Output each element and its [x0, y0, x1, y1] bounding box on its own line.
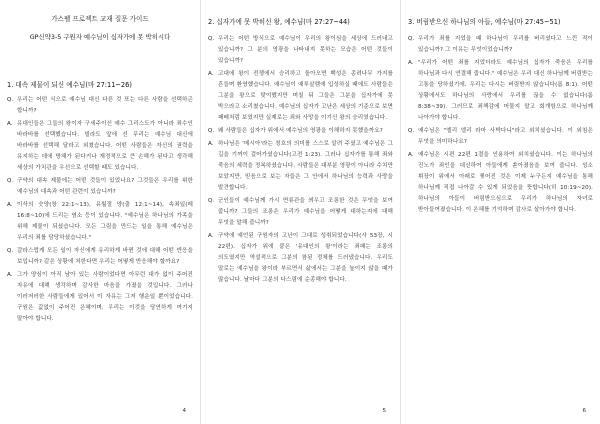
question-text: 구약의 대속 제물에는 어떤 것들이 있었나요? 그것들은 우리를 위한 예수님의 대속과 어떤 관련이 있습니까? — [17, 178, 193, 195]
question-text: 우리는 어떤 방식으로 예수님이 우리의 왕이심을 세상에 드러내고 있습니까? 그 분의 영광을 나타내지 못하는 모습은 어떤 것들이 있습니까? — [218, 36, 393, 64]
page-number: 5 — [382, 408, 386, 414]
question-block — [408, 34, 593, 56]
answer-block — [208, 69, 393, 124]
a-label: A. — [7, 272, 13, 278]
answer-text: 유대인들은 그들의 왕이자 구세주이신 예수 그리스도가 아니라 죄수인 바라바를 선택했습니다. 빌라도 앞에 선 무리는 예수님 대신에 바라바를 선택해 달라고 외쳤습니다. 어떤 사람들은 자신의 권력을 유지하는 데에 방해가 된다거나 재정적으로 큰 손해가 된다고 생각해 세상의 가치관을 우선으로 선택할 때도 있습니다. — [17, 121, 193, 171]
q-label: Q. — [408, 36, 415, 42]
answer-block — [7, 270, 193, 325]
question-text: 우리가 죄를 지었을 때 하나님이 우리를 버리셨다고 느낀 적이 있습니까? 그 이유는 무엇이었습니까? — [418, 36, 593, 53]
answer-block — [208, 231, 393, 286]
answer-block — [7, 119, 193, 174]
question-text: 우리는 어떤 식으로 예수님 대신 다른 것 또는 다른 사람을 선택하곤 합니까? — [17, 97, 193, 114]
a-label: A. — [408, 60, 414, 66]
page-5 — [200, 0, 400, 424]
a-label: A. — [7, 202, 13, 208]
question-block — [208, 126, 393, 137]
q-label: Q. — [7, 97, 14, 103]
a-label: A. — [7, 121, 13, 127]
question-text: 왜 사람들은 십자가 위에서 예수님의 영광을 이해하지 못했을까요? — [218, 128, 383, 134]
answer-block — [208, 139, 393, 194]
a-label: A. — [208, 71, 214, 77]
answer-text: 고대에 왕이 전쟁에서 승리하고 돌아오면 백성은 종려나무 가지를 흔들며 환영했습니다. 예수님이 예루살렘에 입성하실 때에도 사람들은 그분을 왕으로 맞이했지만 며칠 뒤 그들은 그분을 십자가에 못 박으라고 소리쳤습니다. 예수님의 십자가 고난은 세상의 기준으로 보면 패배처럼 보였지만 실제로는 죄와 사망을 이기신 왕의 승리였습니다. — [218, 71, 393, 121]
page-4 — [0, 0, 200, 424]
q-label: Q. — [208, 198, 215, 204]
a-label: A. — [208, 233, 214, 239]
question-block — [408, 126, 593, 148]
a-label: A. — [408, 152, 414, 158]
answer-text: "우리가 어떤 죄를 지었더라도 예수님의 십자가 죽음은 우리를 하나님과 다시 연결해 줍니다." 예수님은 우리 대신 하나님께 버림받는 고통을 당하셨기에, 우리는 다시는 버림받지 않습니다(롬 8:1). 어떤 상황에서도 하나님의 사랑에서 우리를 끊을 수 없습니다(롬 8:38~39). 그러므로 죄책감에 머물지 말고 회개함으로 하나님께 나아가야 합니다. — [418, 60, 593, 121]
question-text: 군인들이 예수님께 가시 면류관을 씌우고 조롱한 것은 무엇을 보여 줍니까? 그들의 조롱은 우리가 예수님을 어떻게 대하는지에 대해 무엇을 말해 줍니까? — [218, 198, 393, 226]
answer-text: 그가 양심이 아직 남아 있는 사람이었다면 아무런 대가 없이 주어진 자유에 대해 생각하며 감사한 마음을 가졌을 것입니다. 그러나 이러저러한 사람들에게 있어서 이 자유는 그저 행운일 뿐이었습니다. 구원은 값없이 주어진 은혜이며, 우리는 이것을 당연하게 여기지 말아야 합니다. — [17, 272, 193, 322]
question-block — [7, 176, 193, 198]
page-6 — [400, 0, 600, 424]
q-label: Q. — [7, 178, 14, 184]
page-number: 4 — [182, 408, 186, 414]
course-title: GP신약3-5 구원자 예수님이 십자가에 못 박히시다 — [29, 33, 171, 41]
answer-text: 이삭의 숫양(창 22:1~13), 유월절 양(출 12:1~14), 속죄일(레 16:8~10)에 드리는 염소 등이 있습니다. "예수님은 하나님의 가족을 위해 제물이 되셨습니다. 모든 그림을 만드는 일을 통해 예수님은 우리의 죄를 담당하셨습니다." — [17, 202, 193, 241]
question-text: 갈라스럽게 모든 일이 자신에게 유리하게 바뀐 것에 대해 어떤 반응을 보입니까? 같은 상황에 처한다면 우리는 어떻게 반응해야 할까요? — [17, 248, 193, 265]
answer-text: 예수님은 시편 22편 1절을 인용하여 외치셨습니다. 이는 하나님의 진노가 죄인을 대신하여 아들에게 쏟아졌음을 보여 줍니다. 성소 휘장이 위에서 아래로 찢어진 것은 이제 누구든지 예수님을 통해 하나님께 직접 나아갈 수 있게 되었음을 뜻합니다(히 10:19~20). 하나님의 아들이 버림받으심으로 우리가 하나님의 자녀로 받아들여졌습니다. 이 은혜를 기억하며 감사로 살아가야 합니다. — [418, 152, 593, 213]
q-label: Q. — [208, 36, 215, 42]
answer-text: 구약에 예언된 구원자의 고난이 그대로 성취되었습니다(사 53장, 시 22편). 십자가 위에 붙은 '유대인의 왕'이라는 죄패는 조롱의 의도였지만 역설적으로 그분의 참된 정체를 드러냈습니다. 우리도 말로는 예수님을 왕이라 부르면서 삶에서는 그분을 높이지 않을 때가 많습니다. 날마다 그분의 다스림에 순종해야 합니다. — [218, 233, 393, 283]
answer-block — [7, 200, 193, 244]
a-label: A. — [208, 141, 214, 147]
section-heading: 1. 대속 제물이 되신 예수님(마 27:11~26) — [7, 81, 132, 89]
question-block — [208, 34, 393, 67]
question-block — [7, 246, 193, 268]
section-heading: 2. 십자가에 못 박히신 왕, 예수님(마 27:27~44) — [208, 18, 350, 26]
q-label: Q. — [208, 128, 215, 134]
q-label: Q. — [7, 248, 14, 254]
answer-block — [408, 58, 593, 124]
section-heading: 3. 버림받으신 하나님의 아들, 예수님(마 27:45~51) — [408, 18, 561, 26]
question-block — [208, 196, 393, 229]
question-block — [7, 95, 193, 117]
answer-block — [408, 150, 593, 216]
question-text: 예수님은 "엘리 엘리 라마 사박다니"라고 외치셨습니다. 이 외침은 무엇을 의미하나요? — [418, 128, 593, 145]
guide-header: 가스펠 프로젝트 교재 질문 가이드 — [51, 15, 149, 23]
q-label: Q. — [408, 128, 415, 134]
answer-text: 하나님은 '메시아'라는 칭호의 의미를 스스로 알려 주셨고 예수님은 그 길을 기꺼이 걸어가셨습니다(고전 1:23). 그러나 십자가를 통해 죄와 죽음의 세력을 정복하셨습니다. 사람들은 대부분 영광이 아니라 수치만 보았지만, 믿음으로 보는 자들은 그 안에서 하나님의 능력과 사랑을 발견합니다. — [218, 141, 393, 191]
page-number: 6 — [582, 408, 586, 414]
